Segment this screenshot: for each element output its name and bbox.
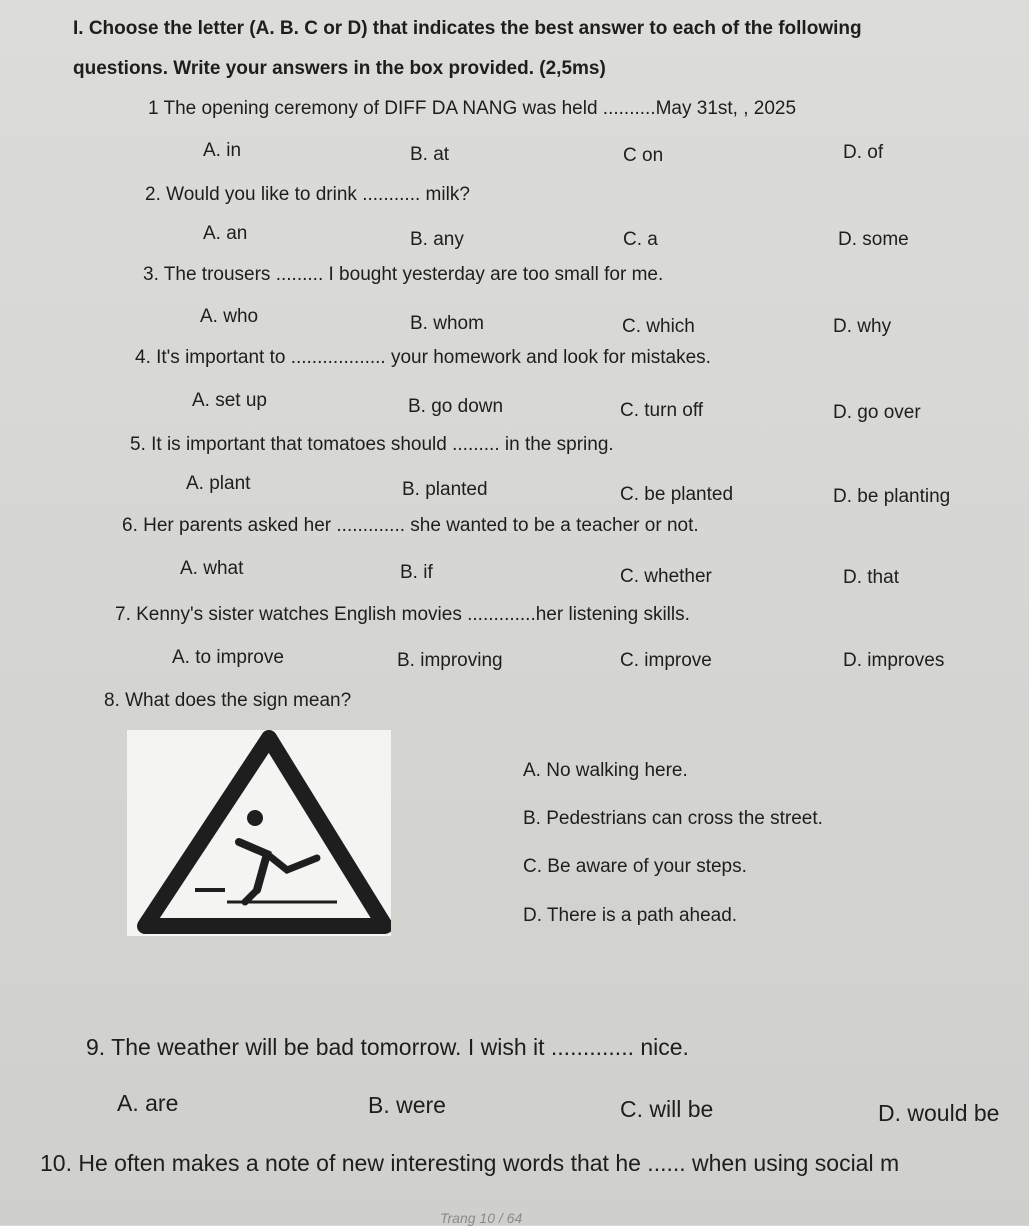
question-2-option-d[interactable]: D. some xyxy=(838,229,909,250)
question-8-option-a[interactable]: A. No walking here. xyxy=(523,760,688,781)
question-6-option-d[interactable]: D. that xyxy=(843,567,899,588)
question-7-option-c[interactable]: C. improve xyxy=(620,650,712,671)
question-7-option-b[interactable]: B. improving xyxy=(397,650,503,671)
question-1-option-a[interactable]: A. in xyxy=(203,140,242,161)
question-5-option-a[interactable]: A. plant xyxy=(186,473,251,494)
question-9-option-d[interactable]: D. would be xyxy=(878,1100,1000,1126)
question-1-option-b[interactable]: B. at xyxy=(410,144,450,165)
question-1-stem: 1 The opening ceremony of DIFF DA NANG was held ..........May 31st, , 2025 xyxy=(148,98,797,119)
question-3-option-c[interactable]: C. which xyxy=(622,316,695,337)
question-7-option-d[interactable]: D. improves xyxy=(843,650,945,671)
instruction-line-2: questions. Write your answers in the box provided. (2,5ms) xyxy=(73,58,606,79)
question-3-option-d[interactable]: D. why xyxy=(833,316,892,337)
question-6-option-c[interactable]: C. whether xyxy=(620,566,712,587)
question-6-option-a[interactable]: A. what xyxy=(180,558,244,579)
question-4-option-b[interactable]: B. go down xyxy=(408,396,504,417)
question-4-option-c[interactable]: C. turn off xyxy=(620,400,704,421)
question-7-option-a[interactable]: A. to improve xyxy=(172,647,284,668)
question-9-option-a[interactable]: A. are xyxy=(117,1090,179,1116)
question-2-option-b[interactable]: B. any xyxy=(410,229,464,250)
question-5-stem: 5. It is important that tomatoes should ......... in the spring. xyxy=(130,434,614,455)
question-4-option-a[interactable]: A. set up xyxy=(192,390,267,411)
question-7-stem: 7. Kenny's sister watches English movies .............her listening skills. xyxy=(115,604,690,625)
question-9-option-b[interactable]: B. were xyxy=(368,1092,446,1118)
question-3-option-b[interactable]: B. whom xyxy=(410,313,484,334)
question-2-option-a[interactable]: A. an xyxy=(203,223,248,244)
question-8-option-c[interactable]: C. Be aware of your steps. xyxy=(523,856,747,877)
question-5-option-c[interactable]: C. be planted xyxy=(620,484,734,505)
question-2-stem: 2. Would you like to drink ........... milk? xyxy=(145,184,470,205)
slippery-step-warning-icon xyxy=(127,730,391,936)
question-8-option-b[interactable]: B. Pedestrians can cross the street. xyxy=(523,808,823,829)
question-5-option-d[interactable]: D. be planting xyxy=(833,486,951,507)
question-8-stem: 8. What does the sign mean? xyxy=(104,690,352,711)
question-1-option-d[interactable]: D. of xyxy=(843,142,884,163)
question-4-option-d[interactable]: D. go over xyxy=(833,402,921,423)
question-9-option-c[interactable]: C. will be xyxy=(620,1096,714,1122)
warning-sign-image xyxy=(127,730,391,936)
question-3-stem: 3. The trousers ......... I bought yesterday are too small for me. xyxy=(143,264,664,285)
question-2-option-c[interactable]: C. a xyxy=(623,229,658,250)
question-6-stem: 6. Her parents asked her ............. she wanted to be a teacher or not. xyxy=(122,515,699,536)
question-10-stem: 10. He often makes a note of new interesting words that he ...... when using social m xyxy=(40,1150,900,1176)
page-number: Trang 10 / 64 xyxy=(440,1210,523,1226)
question-9-stem: 9. The weather will be bad tomorrow. I wish it ............. nice. xyxy=(86,1034,689,1060)
question-1-option-c[interactable]: C on xyxy=(623,145,664,166)
instruction-line-1: I. Choose the letter (A. B. C or D) that indicates the best answer to each of the following xyxy=(73,18,862,39)
question-4-stem: 4. It's important to .................. your homework and look for mistakes. xyxy=(135,347,711,368)
question-5-option-b[interactable]: B. planted xyxy=(402,479,488,500)
question-8-option-d[interactable]: D. There is a path ahead. xyxy=(523,905,738,926)
question-3-option-a[interactable]: A. who xyxy=(200,306,259,327)
question-6-option-b[interactable]: B. if xyxy=(400,562,433,583)
